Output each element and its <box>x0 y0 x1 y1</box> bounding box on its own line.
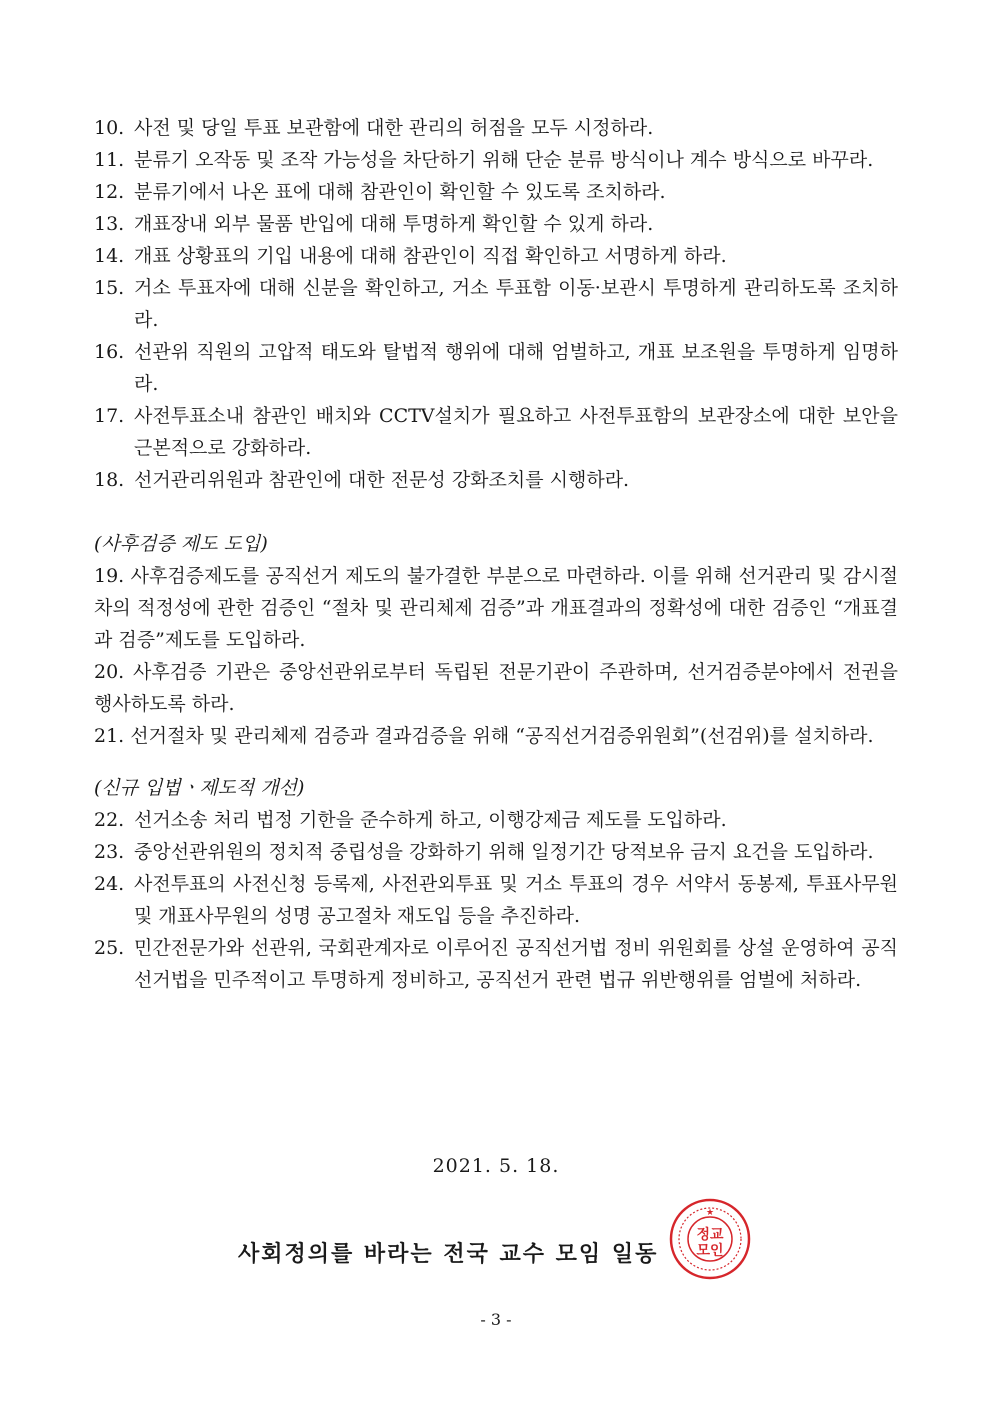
item-number: 10. <box>94 117 125 139</box>
list-item <box>94 208 898 240</box>
item-text: 선거소송 처리 법정 기한을 준수하게 하고, 이행강제금 제도를 도입하라. <box>134 809 727 831</box>
list-item <box>94 336 898 400</box>
item-text: 선거관리위원과 참관인에 대한 전문성 강화조치를 시행하라. <box>134 469 630 491</box>
section-heading-new-legislation: (신규 입법ㆍ제도적 개선) <box>94 777 305 799</box>
list-item <box>94 464 898 496</box>
item-number: 14. <box>94 245 125 267</box>
list-item <box>94 932 898 996</box>
item-number: 17. <box>94 405 125 427</box>
item-text: 거소 투표자에 대해 신분을 확인하고, 거소 투표함 이동·보관시 투명하게 관리하도록 조치하라. <box>134 277 898 331</box>
demands-list-1 <box>94 112 898 996</box>
paragraph: 19. 사후검증제도를 공직선거 제도의 불가결한 부분으로 마련하라. 이를 위해 선거관리 및 감시절차의 적정성에 관한 검증인 “절차 및 관리체제 검증”과 개표결과의 정확성에 대한 검증인 “개표결과 검증”제도를 도입하라. <box>94 565 898 651</box>
paragraph: 21. 선거절차 및 관리체제 검증과 결과검증을 위해 “공직선거검증위원회”(선검위)를 설치하라. <box>94 725 874 747</box>
item-number: 22. <box>94 809 125 831</box>
item-number: 23. <box>94 841 125 863</box>
signature-line: 사회정의를 바라는 전국 교수 모임 일동 <box>238 1241 659 1267</box>
item-text: 개표장내 외부 물품 반입에 대해 투명하게 확인할 수 있게 하라. <box>134 213 654 235</box>
item-number: 16. <box>94 341 125 363</box>
list-item <box>94 804 898 836</box>
list-item <box>94 836 898 868</box>
item-text: 사전투표의 사전신청 등록제, 사전관외투표 및 거소 투표의 경우 서약서 동봉제, 투표사무원 및 개표사무원의 성명 공고절차 재도입 등을 추진하라. <box>134 873 898 927</box>
item-text: 민간전문가와 선관위, 국회관계자로 이루어진 공직선거법 정비 위원회를 상설 운영하여 공직선거법을 민주적이고 투명하게 정비하고, 공직선거 관련 법규 위반행위를 엄벌에 처하라. <box>134 937 898 991</box>
seal-text-bottom: 모인 <box>696 1243 724 1259</box>
item-text: 분류기에서 나온 표에 대해 참관인이 확인할 수 있도록 조치하라. <box>134 181 666 203</box>
item-text: 중앙선관위원의 정치적 중립성을 강화하기 위해 일정기간 당적보유 금지 요건을 도입하라. <box>134 841 874 863</box>
item-number: 25. <box>94 937 125 959</box>
item-text: 사전 및 당일 투표 보관함에 대한 관리의 허점을 모두 시정하라. <box>134 117 654 139</box>
item-text: 사전투표소내 참관인 배치와 CCTV설치가 필요하고 사전투표함의 보관장소에 대한 보안을 근본적으로 강화하라. <box>134 405 898 459</box>
item-number: 15. <box>94 277 125 299</box>
list-item <box>94 400 898 464</box>
item-number: 18. <box>94 469 125 491</box>
list-item <box>94 868 898 932</box>
seal-stamp-icon <box>668 1197 752 1281</box>
spacer <box>94 752 898 772</box>
item-text: 분류기 오작동 및 조작 가능성을 차단하기 위해 단순 분류 방식이나 계수 방식으로 바꾸라. <box>134 149 874 171</box>
page-number: - 3 - <box>480 1310 512 1329</box>
item-text: 선관위 직원의 고압적 태도와 탈법적 행위에 대해 엄벌하고, 개표 보조원을 투명하게 임명하라. <box>134 341 898 395</box>
seal-text-top: 정교 <box>696 1227 724 1243</box>
list-item <box>94 272 898 336</box>
document-date: 2021. 5. 18. <box>432 1155 560 1177</box>
section-heading-post-verification: (사후검증 제도 도입) <box>94 533 268 555</box>
list-item <box>94 144 898 176</box>
spacer <box>94 496 898 528</box>
svg-text:★: ★ <box>705 1208 715 1218</box>
list-item <box>94 112 898 144</box>
item-number: 13. <box>94 213 125 235</box>
list-item <box>94 240 898 272</box>
item-number: 11. <box>94 149 125 171</box>
paragraph: 20. 사후검증 기관은 중앙선관위로부터 독립된 전문기관이 주관하며, 선거검증분야에서 전권을 행사하도록 하라. <box>94 661 898 715</box>
item-number: 12. <box>94 181 125 203</box>
item-number: 24. <box>94 873 125 895</box>
item-text: 개표 상황표의 기입 내용에 대해 참관인이 직접 확인하고 서명하게 하라. <box>134 245 727 267</box>
list-item <box>94 176 898 208</box>
